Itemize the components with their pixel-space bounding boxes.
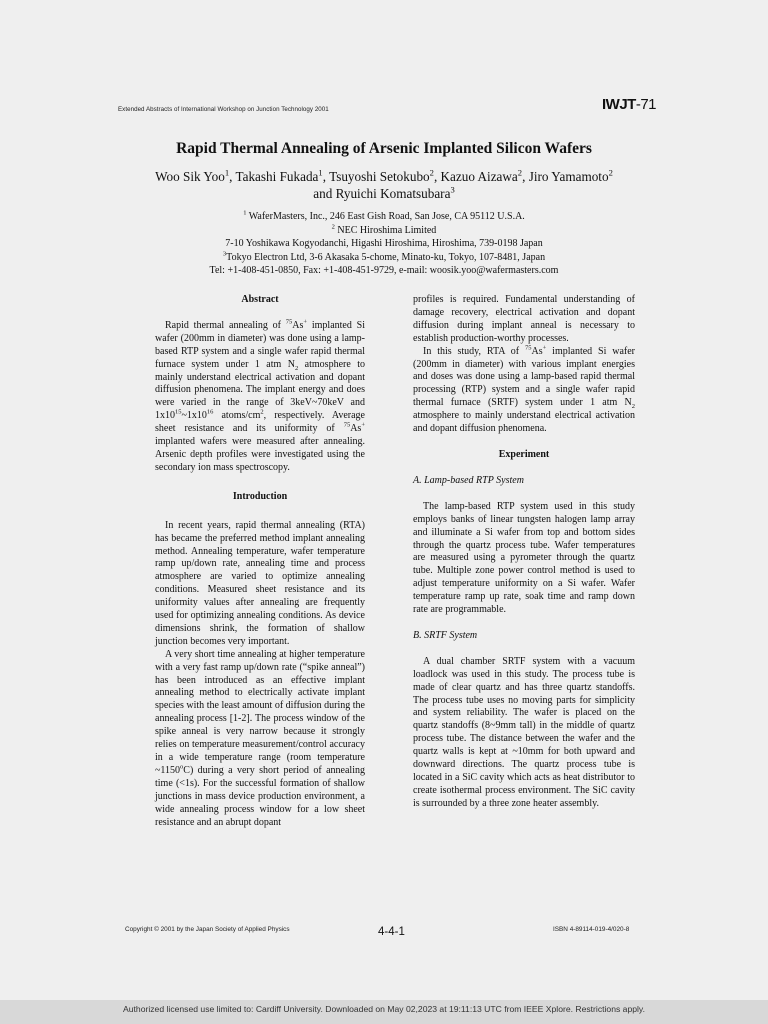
introduction-heading: Introduction [232, 490, 288, 502]
affiliations [0, 210, 768, 278]
affiliation-2: $^2$ NEC Hiroshima Limited [331, 223, 437, 236]
license-notice: Authorized licensed use limited to: Cardiff University. Downloaded on May 02,2023 at 19:11:13 UTC from IEEE Xplore. Restrictions apply. [123, 1004, 645, 1014]
paper-id-number: -71 [635, 96, 657, 113]
affiliation-2-address: 7-10 Yoshikawa Kogyodanchi, Higashi Hiroshima, Hiroshima, 739-0198 Japan [225, 238, 543, 250]
paper-title: Rapid Thermal Annealing of Arsenic Implanted Silicon Wafers [176, 140, 592, 157]
isbn: ISBN 4-89114-019-4/020-8 [553, 926, 630, 933]
abstract-heading: Abstract [241, 294, 279, 305]
author-line-1: Woo Sik Yoo$^1$, Takashi Fukada$^1$, Tsuyoshi Setokubo$^2$, Kazuo Aizawa$^2$, Jiro Yamamoto$^2$ [155, 167, 613, 184]
experiment-heading: Experiment [498, 448, 550, 460]
paper-id-prefix: IWJT [602, 96, 636, 113]
subsection-b-heading: B. SRTF System [413, 629, 478, 641]
conference-header: Extended Abstracts of International Workshop on Junction Technology 2001 [118, 106, 329, 113]
paper-id [602, 96, 656, 113]
author-line-2: and Ryuichi Komatsubara$^3$ [313, 184, 455, 201]
right-column [413, 294, 635, 811]
copyright-notice: Copyright © 2001 by the Japan Society of Applied Physics [125, 926, 290, 933]
subsection-a-heading: A. Lamp-based RTP System [413, 474, 524, 486]
author-list [0, 168, 768, 202]
introduction-paragraph-3: profiles is required. Fundamental understanding of damage recovery, electrical activation and dopant diffusion during implant anneal is necessary to establish production-worthy processes. [413, 294, 635, 344]
page-number: 4-4-1 [378, 926, 405, 938]
introduction-paragraph-4: In this study, RTA of $^{75}$As+ implanted Si wafer (200mm in diameter) with various implant energies and doses was done using a lamp-based rapid thermal processing (RTP) system and a single wafer rapid thermal furnace (SRTF) system under 1 atm $N_2$ atmosphere to mainly understand electrical activation and dopant diffusion phenomena. [413, 344, 635, 435]
introduction-paragraph-2: A very short time annealing at higher temperature with a very fast ramp up/down rate (“spike anneal”) has been introduced as an effective implant annealing method to electrically activate implant species with the least amount of diffusion during the annealing process [1-2]. The process window of the spike anneal is very narrow because it strongly relies on temperature measurement/control accuracy in a wide temperature range (room temperature ~1150$^o$C) during a very short period of annealing time (<1s). For the successful formation of shallow junctions in mass device production environment, a wide annealing process window for a low sheet resistance and an abrupt dopant [155, 648, 365, 828]
left-column [155, 294, 365, 829]
abstract-paragraph: Rapid thermal annealing of $^{75}$As+ implanted Si wafer (200mm in diameter) was done using a lamp-based RTP system and a single wafer rapid thermal furnace system under 1 atm $N_2$ atmosphere to mainly understand electrical activation and dopant diffusion phenomena. The implant energy and does were varied in the range of 3keV~70keV and $1x10^{15}\sim 1x10^{16}$ atoms/$cm^2$, respectively. Average sheet resistance and its uniformity of $^{75}$As+ implanted wafers were measured after annealing. Arsenic depth profiles were investigated using the secondary ion mass spectroscopy. [155, 318, 365, 473]
contact-line: Tel: +1-408-451-0850, Fax: +1-408-451-9729, e-mail: woosik.yoo@wafermasters.com [209, 265, 559, 277]
affiliation-3: $^3$Tokyo Electron Ltd, 3-6 Akasaka 5-chome, Minato-ku, Tokyo, 107-8481, Japan [222, 250, 546, 263]
subsection-b-paragraph: A dual chamber SRTF system with a vacuum loadlock was used in this study. The process tube is made of clear quartz and has three quartz standoffs. The process tube uses no moving parts for simplicity and system reliability. The wafer is placed on the quartz standoffs (8~9mm tall) in the middle of quartz process tube. The distance between the wafer and the quartz walls is kept at ~10mm for both upward and downward directions. The quartz process tube is located in a SiC cavity which acts as heat distributor to create isothermal process environment. The SiC cavity is surrounded by a three zone heater assembly. [413, 655, 635, 809]
subsection-a-paragraph: The lamp-based RTP system used in this study employs banks of linear tungsten halogen lamp array and illuminate a Si wafer from top and bottom sides through the quartz process tube. Wafer temperatures are measured using a pyrometer through the quartz tube. Multiple zone power control method is used to adjust temperature uniformity on a Si wafer. Wafer temperature ramp up rate, soak time and ramp down rate are programmable. [413, 500, 635, 616]
affiliation-1: $^1$ WaferMasters, Inc., 246 East Gish Road, San Jose, CA 95112 U.S.A. [243, 209, 525, 222]
introduction-paragraph-1: In recent years, rapid thermal annealing (RTA) has became the preferred method implant annealing method. Annealing temperature, wafer temperature ramp up/down rate, annealing time and process atmosphere are varied to optimize annealing conditions. Measured sheet resistance and its uniformity values after annealing are frequently used for optimizing annealing conditions. As device dimensions shrink, the formation of shallow junction becomes very important. [155, 519, 365, 647]
